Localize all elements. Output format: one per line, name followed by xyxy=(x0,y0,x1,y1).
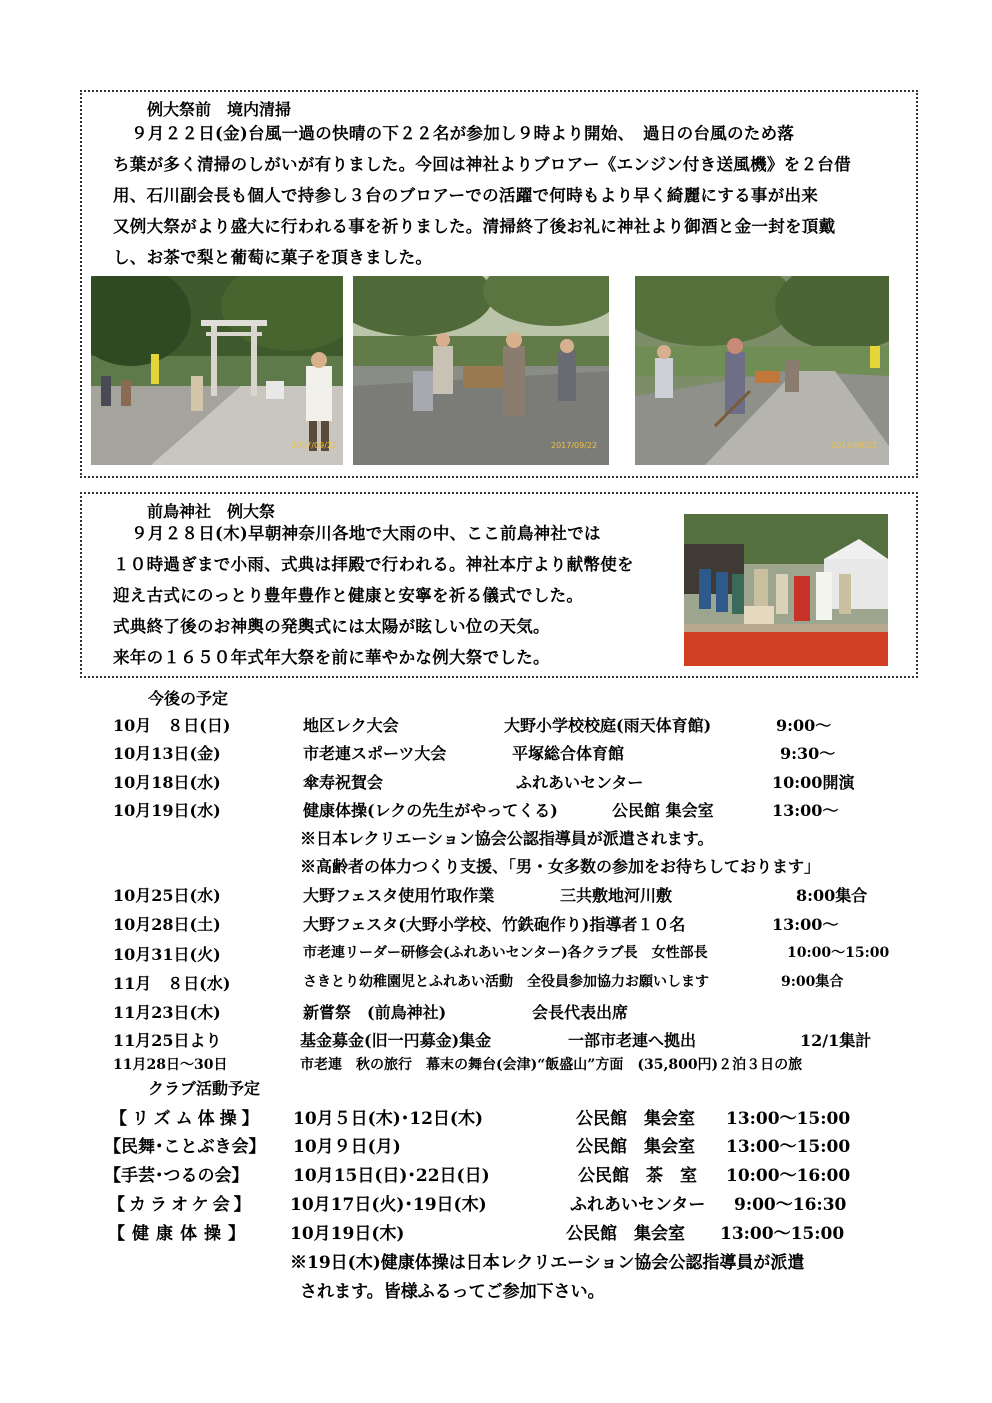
schedule-row xyxy=(0,942,992,968)
club-date: 10月９日(月) xyxy=(293,1137,401,1157)
schedule-time: 8:00集合 xyxy=(796,886,868,905)
schedule-heading: 今後の予定 xyxy=(148,689,229,708)
festival-line: ９月２８日(木)早朝神奈川各地で大雨の中、ここ前鳥神社では xyxy=(131,524,601,543)
festival-line: 迎え古式にのっとり豊年豊作と健康と安寧を祈る儀式でした。 xyxy=(113,586,584,605)
club-name: 【リズム体操】 xyxy=(110,1109,264,1129)
schedule-row xyxy=(0,971,992,997)
schedule-event: 市老連 秋の旅行 幕末の舞台(会津)“飯盛山”方面 (35,800円)２泊３日の旅 xyxy=(300,1057,803,1073)
schedule-place: 大野小学校校庭(雨天体育館) xyxy=(504,716,712,735)
club-note: されます。皆様ふるってご参加下さい。 xyxy=(300,1282,605,1302)
schedule-event: 大野フェスタ使用竹取作業 xyxy=(303,886,495,905)
club-name: 【手芸･つるの会】 xyxy=(104,1166,249,1186)
schedule-time: 12/1集計 xyxy=(800,1031,872,1050)
photo-timestamp: 2017/09/22 xyxy=(831,441,878,450)
club-name: 【健康体操】 xyxy=(108,1224,252,1244)
club-name: 【民舞･ことぶき会】 xyxy=(104,1137,266,1157)
cleaning-line: し、お茶で梨と葡萄に菓子を頂きました。 xyxy=(113,248,433,267)
schedule-place: 会長代表出席 xyxy=(532,1003,629,1022)
schedule-time: 9:30～ xyxy=(780,744,836,763)
festival-line: 式典終了後のお神輿の発輿式には太陽が眩しい位の天気。 xyxy=(113,617,550,636)
photo-timestamp: 2017/09/22 xyxy=(291,441,338,450)
cleaning-photo-1 xyxy=(91,276,343,465)
schedule-row xyxy=(0,1028,992,1054)
schedule-date: 10月28日(土) xyxy=(113,915,221,934)
schedule-time: 13:00～ xyxy=(772,915,839,934)
club-place: 公民館 集会室 xyxy=(576,1137,695,1157)
schedule-time: 9:00～ xyxy=(776,716,832,735)
club-place: 公民館 集会室 xyxy=(566,1224,685,1244)
club-row xyxy=(0,1104,992,1130)
cleaning-line: 用、石川副会長も個人で持参し３台のブロアーでの活躍で何時もより早く綺麗にする事が出来 xyxy=(113,186,819,205)
schedule-note: ※高齢者の体力つくり支援、「男・女多数の参加をお待ちしております」 xyxy=(300,857,821,876)
schedule-place: 一部市老連へ拠出 xyxy=(568,1031,697,1050)
festival-text xyxy=(113,518,634,673)
schedule-date: 10月25日(水) xyxy=(113,886,221,905)
schedule-time: 10:00～15:00 xyxy=(787,945,890,961)
festival-photo xyxy=(684,514,888,666)
club-time: 10:00～16:00 xyxy=(726,1166,851,1186)
cleaning-text xyxy=(113,118,851,273)
schedule-row xyxy=(0,713,992,739)
club-place: 公民館 茶 室 xyxy=(578,1166,697,1186)
club-row xyxy=(0,1190,992,1216)
schedule-date: 10月 ８日(日) xyxy=(113,716,231,735)
schedule-event: 健康体操(レクの先生がやってくる) xyxy=(303,801,558,820)
schedule-row xyxy=(0,741,992,767)
schedule-date: 10月18日(水) xyxy=(113,773,221,792)
club-date: 10月５日(木)･12日(木) xyxy=(293,1109,483,1129)
club-time: 13:00～15:00 xyxy=(720,1224,845,1244)
cleaning-photo-2 xyxy=(353,276,609,465)
schedule-date: 11月23日(木) xyxy=(113,1003,221,1022)
schedule-row xyxy=(0,770,992,796)
schedule-row xyxy=(0,1000,992,1026)
schedule-event: 大野フェスタ(大野小学校、竹鉄砲作り)指導者１０名 xyxy=(303,915,686,934)
cleaning-line: ち葉が多く清掃のしがいが有りました。今回は神社よりブロアー《エンジン付き送風機》を２台借 xyxy=(113,155,851,174)
schedule-event: 傘寿祝賀会 xyxy=(303,773,384,792)
schedule-event: 基金募金(旧一円募金)集金 xyxy=(300,1031,492,1050)
club-time: 13:00～15:00 xyxy=(726,1109,851,1129)
schedule-row xyxy=(0,883,992,909)
schedule-date: 10月19日(水) xyxy=(113,801,221,820)
club-place: ふれあいセンター xyxy=(570,1195,706,1215)
schedule-date: 11月 ８日(水) xyxy=(113,974,231,993)
club-date: 10月15日(日)･22日(日) xyxy=(293,1166,490,1186)
festival-line: 来年の１６５０年式年大祭を前に華やかな例大祭でした。 xyxy=(113,648,550,667)
schedule-event: 新嘗祭 (前鳥神社) xyxy=(303,1003,447,1022)
festival-line: １０時過ぎまで小雨、式典は拝殿で行われる。神社本庁より献幣使を xyxy=(113,555,634,574)
schedule-date: 11月25日より xyxy=(113,1031,222,1050)
club-row xyxy=(0,1219,992,1245)
schedule-place: 平塚総合体育館 xyxy=(512,744,625,763)
schedule-time: 9:00集合 xyxy=(781,974,844,990)
cleaning-line: 又例大祭がより盛大に行われる事を祈りました。清掃終了後お礼に神社より御酒と金一封を頂戴 xyxy=(113,217,836,236)
club-date: 10月17日(火)･19日(木) xyxy=(290,1195,487,1215)
schedule-date: 10月13日(金) xyxy=(113,744,221,763)
schedule-place: 公民館 集会室 xyxy=(612,801,714,820)
club-note: ※19日(木)健康体操は日本レクリエーション協会公認指導員が派遣 xyxy=(290,1253,805,1273)
cleaning-photo-3 xyxy=(635,276,889,465)
schedule-row xyxy=(0,798,992,824)
club-row xyxy=(0,1161,992,1187)
schedule-time: 10:00開演 xyxy=(772,773,855,792)
club-time: 9:00～16:30 xyxy=(734,1195,847,1215)
club-place: 公民館 集会室 xyxy=(576,1109,695,1129)
schedule-event: さきとり幼稚園児とふれあい活動 全役員参加協力お願いします xyxy=(303,974,709,990)
schedule-note: ※日本レクリエーション協会公認指導員が派遣されます。 xyxy=(300,829,714,848)
schedule-date: 10月31日(火) xyxy=(113,945,221,964)
schedule-time: 13:00～ xyxy=(772,801,839,820)
club-date: 10月19日(木) xyxy=(290,1224,405,1244)
club-name: 【カラオケ会】 xyxy=(108,1195,255,1215)
schedule-event: 市老連リーダー研修会(ふれあいセンター)各クラブ長 女性部長 xyxy=(303,945,708,961)
schedule-place: ふれあいセンター xyxy=(516,773,644,792)
clubs-heading: クラブ活動予定 xyxy=(148,1079,261,1098)
cleaning-title: 例大祭前 境内清掃 xyxy=(147,100,292,119)
schedule-event: 地区レク大会 xyxy=(303,716,399,735)
schedule-row xyxy=(0,912,992,938)
club-row xyxy=(0,1132,992,1158)
photo-timestamp: 2017/09/22 xyxy=(551,441,598,450)
festival-title: 前鳥神社 例大祭 xyxy=(147,502,276,521)
cleaning-line: ９月２２日(金)台風一過の快晴の下２２名が参加し９時より開始、 過日の台風のため落 xyxy=(131,124,795,143)
schedule-place: 三共敷地河川敷 xyxy=(560,886,673,905)
club-time: 13:00～15:00 xyxy=(726,1137,851,1157)
schedule-date: 11月28日～30日 xyxy=(113,1057,228,1073)
schedule-event: 市老連スポーツ大会 xyxy=(303,744,447,763)
